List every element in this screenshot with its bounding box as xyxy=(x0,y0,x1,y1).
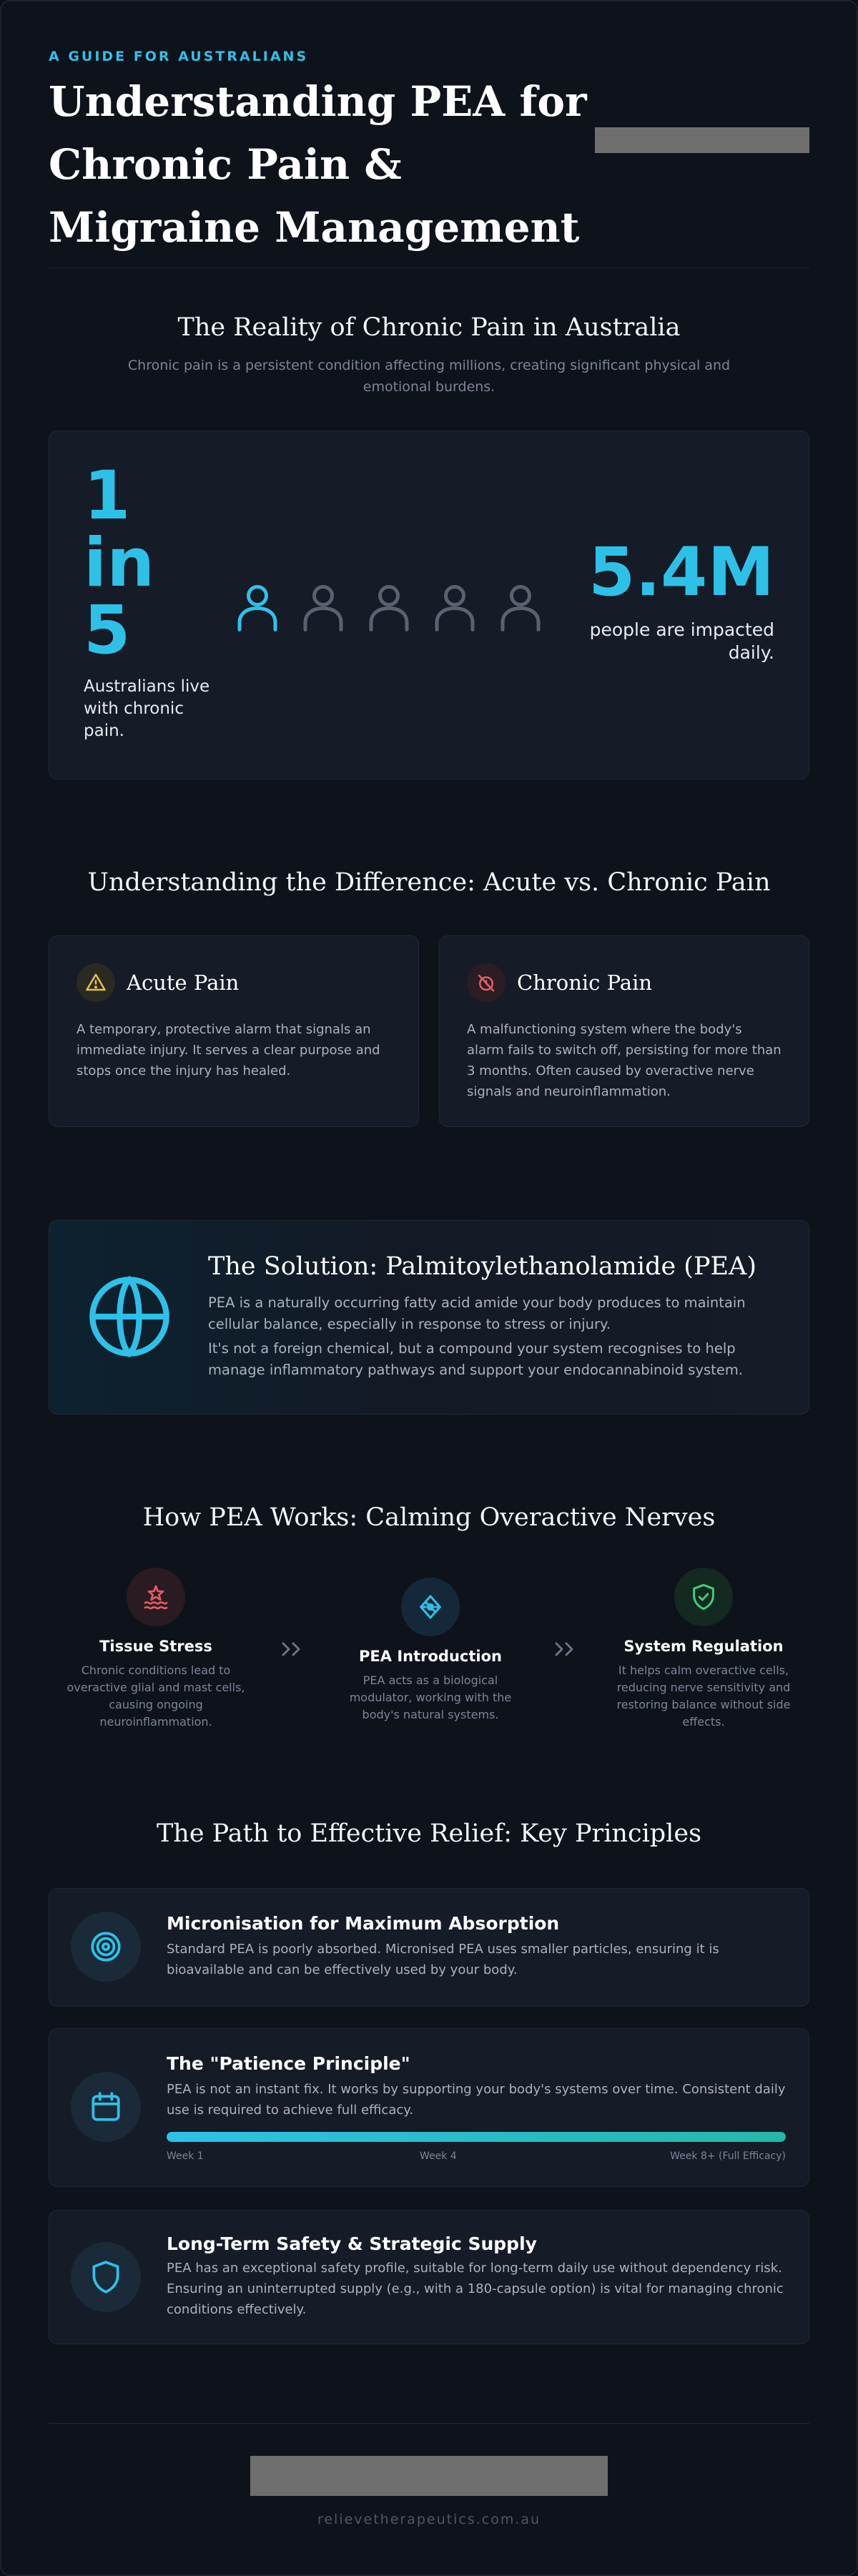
principle-card-micronisation xyxy=(49,1888,809,2007)
step-system-regulation xyxy=(596,1568,811,1731)
step-title: Tissue Stress xyxy=(99,1638,212,1655)
person-icon-highlighted xyxy=(235,581,280,631)
eyebrow-label: A GUIDE FOR AUSTRALIANS xyxy=(49,49,309,64)
step-tissue-stress xyxy=(49,1568,263,1731)
reality-title: The Reality of Chronic Pain in Australia xyxy=(177,313,681,342)
solution-title: The Solution: Palmitoylethanolamide (PEA) xyxy=(208,1252,756,1281)
alarm-off-icon xyxy=(467,963,506,1002)
step-title: PEA Introduction xyxy=(359,1648,502,1665)
chronic-pain-card xyxy=(439,935,809,1127)
principles-title: The Path to Effective Relief: Key Principles xyxy=(156,1819,702,1848)
stats-card xyxy=(49,431,809,780)
warning-triangle-icon xyxy=(77,963,115,1002)
solution-paragraph-2: It's not a foreign chemical, but a compound your system recognises to help manage inflammatory pathways and support your endocannabinoid system. xyxy=(208,1340,744,1378)
chronic-pain-header xyxy=(467,963,652,1002)
chevron-right-icon xyxy=(553,1641,578,1658)
difference-title: Understanding the Difference: Acute vs. Chronic Pain xyxy=(87,868,771,897)
calendar-icon xyxy=(71,2072,141,2142)
footer-banner-placeholder xyxy=(250,2456,608,2496)
efficacy-timeline-fill xyxy=(167,2132,786,2142)
timeline-label-full-efficacy: Week 8+ (Full Efficacy) xyxy=(670,2150,786,2162)
acute-pain-header xyxy=(77,963,239,1002)
globe-icon xyxy=(85,1272,174,1361)
impact-stat: 5.4M xyxy=(588,534,774,611)
acute-pain-text: A temporary, protective alarm that signals an immediate injury. It serves a clear purpose and stops once the injury has healed. xyxy=(77,1022,380,1078)
acute-pain-card xyxy=(49,935,419,1127)
page-title: Understanding PEA for Chronic Pain & Migraine Management xyxy=(49,77,587,252)
reality-subtitle: Chronic pain is a persistent condition affecting millions, creating significant physical and emotional burdens. xyxy=(127,358,731,395)
principle-title: The "Patience Principle" xyxy=(167,2053,410,2074)
principle-text: PEA is not an instant fix. It works by supporting your body's systems over time. Consistent daily use is required to achieve full efficacy. xyxy=(167,2082,786,2118)
ratio-part-2: in xyxy=(84,524,155,602)
principle-card-patience xyxy=(49,2028,809,2187)
ratio-caption: Australians live with chronic pain. xyxy=(84,677,210,740)
shield-check-icon xyxy=(674,1568,733,1626)
ratio-part-3: 5 xyxy=(84,591,131,669)
timeline-label-week-1: Week 1 xyxy=(167,2150,204,2162)
acute-pain-title: Acute Pain xyxy=(127,970,240,995)
people-icons-row xyxy=(235,581,543,631)
principle-title: Long-Term Safety & Strategic Supply xyxy=(167,2233,537,2254)
impact-caption: people are impacted daily. xyxy=(589,619,774,663)
step-pea-introduction xyxy=(323,1578,538,1724)
target-icon xyxy=(71,1912,141,1982)
ratio-part-1: 1 xyxy=(84,457,131,535)
tissue-stress-icon xyxy=(127,1568,185,1626)
ratio-stat xyxy=(84,457,155,669)
principle-title: Micronisation for Maximum Absorption xyxy=(167,1913,560,1934)
principle-card-safety xyxy=(49,2210,809,2344)
step-text: It helps calm overactive cells, reducing nerve sensitivity and restoring balance without side effects. xyxy=(616,1663,791,1729)
timeline-label-week-4: Week 4 xyxy=(420,2150,457,2162)
step-text: Chronic conditions lead to overactive glial and mast cells, causing ongoing neuroinflammation. xyxy=(66,1663,245,1729)
person-icon xyxy=(433,581,477,631)
solution-card xyxy=(49,1220,809,1415)
principle-text: Standard PEA is poorly absorbed. Micronised PEA uses smaller particles, ensuring it is bioavailable and can be effectively used by your body. xyxy=(167,1942,719,1977)
step-text: PEA acts as a biological modulator, working with the body's natural systems. xyxy=(349,1673,512,1721)
person-icon xyxy=(498,581,543,631)
shield-icon xyxy=(71,2242,141,2312)
chronic-pain-title: Chronic Pain xyxy=(517,970,653,995)
chronic-pain-text: A malfunctioning system where the body's alarm fails to switch off, persisting for more than 3 months. Often caused by overactive nerve signals and neuroinflammation. xyxy=(467,1022,781,1099)
header-banner-placeholder xyxy=(595,127,809,153)
efficacy-timeline-bar xyxy=(167,2132,786,2142)
divider xyxy=(49,267,809,268)
molecule-icon xyxy=(401,1578,460,1636)
divider xyxy=(49,2423,809,2424)
person-icon xyxy=(301,581,345,631)
step-title: System Regulation xyxy=(623,1638,784,1655)
footer-url[interactable]: relievetherapeutics.com.au xyxy=(317,2512,541,2527)
how-title: How PEA Works: Calming Overactive Nerves xyxy=(142,1503,716,1532)
person-icon xyxy=(367,581,411,631)
solution-paragraph-1: PEA is a naturally occurring fatty acid amide your body produces to maintain cellular balance, especially in response to stress or injury. xyxy=(208,1294,746,1332)
principle-text: PEA has an exceptional safety profile, suitable for long-term daily use without dependency risk. Ensuring an uninterrupted supply (e.g., with a 180-capsule option) is vital for managing chronic conditions effectively. xyxy=(167,2261,784,2317)
chevron-right-icon xyxy=(280,1641,305,1658)
